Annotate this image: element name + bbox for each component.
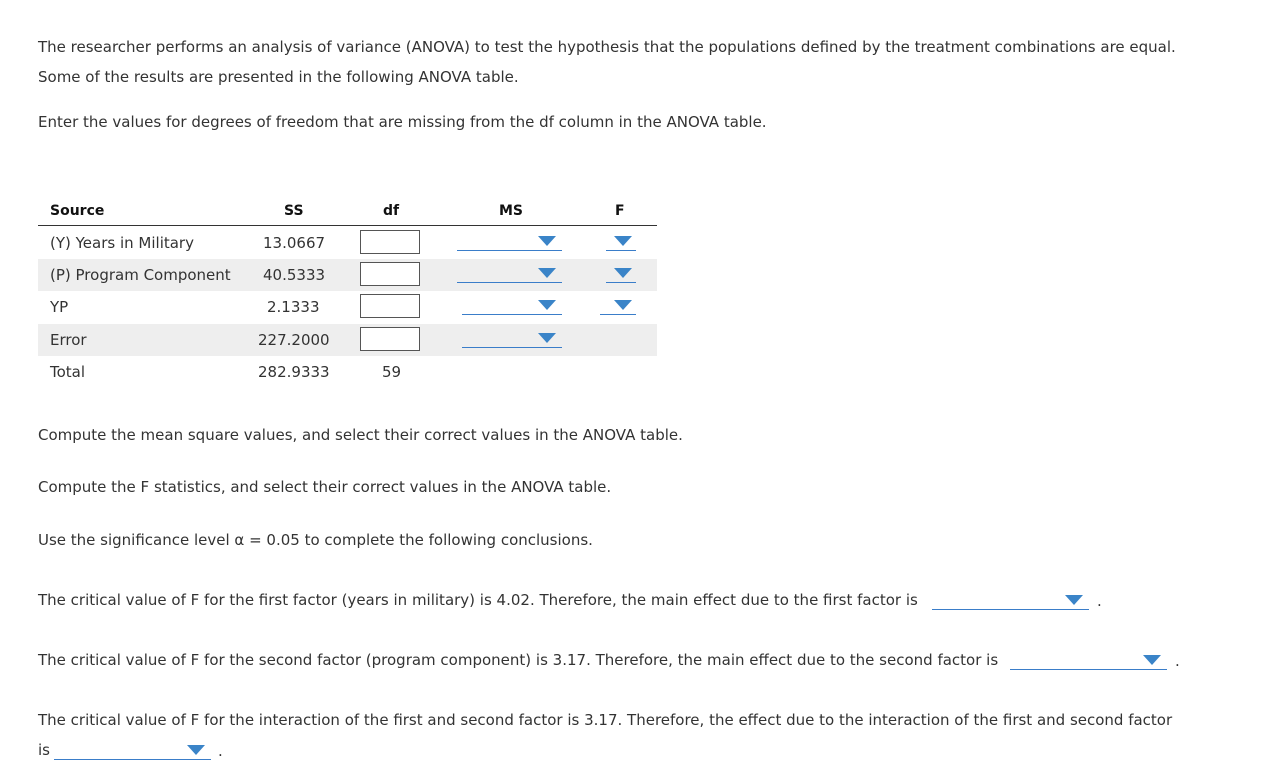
source-label: Error: [50, 331, 87, 349]
df-input-interaction[interactable]: [360, 294, 420, 318]
conclusion-second-factor: The critical value of F for the second factor (program component) is 3.17. Therefore, the main effect due to the second factor is: [38, 651, 999, 669]
header-df: df: [383, 203, 400, 219]
table-row-error: [38, 324, 657, 356]
ms-dropdown-program[interactable]: [457, 260, 562, 283]
source-label: (P) Program Component: [50, 266, 231, 284]
source-label: Total: [50, 363, 86, 381]
header-f: F: [615, 203, 625, 219]
ms-dropdown-error[interactable]: [462, 325, 562, 348]
chevron-down-icon: [187, 745, 205, 755]
f-dropdown-interaction[interactable]: [600, 292, 636, 315]
f-dropdown-years[interactable]: [606, 228, 636, 251]
conclusion-first-factor: The critical value of F for the first factor (years in military) is 4.02. Therefore, the main effect due to the first factor is: [38, 591, 918, 609]
conclusion-interaction-line2: is: [38, 741, 50, 759]
conclusion-first-dropdown[interactable]: [932, 587, 1089, 610]
header-ss: SS: [284, 203, 304, 219]
chevron-down-icon: [538, 300, 556, 310]
f-step-text: Compute the F statistics, and select their correct values in the ANOVA table.: [38, 478, 612, 496]
alpha-text: Use the significance level α = 0.05 to complete the following conclusions.: [38, 531, 593, 549]
conclusion-interaction-dropdown[interactable]: [54, 737, 211, 760]
chevron-down-icon: [614, 268, 632, 278]
ss-value: 282.9333: [258, 363, 330, 381]
df-input-years[interactable]: [360, 230, 420, 254]
conclusion-interaction-line1: The critical value of F for the interaction of the first and second factor is 3.17. Therefore, the effect due to the interaction of the first and second factor: [38, 711, 1173, 729]
ms-dropdown-interaction[interactable]: [462, 292, 562, 315]
period: .: [1097, 592, 1102, 610]
ss-value: 227.2000: [258, 331, 330, 349]
f-dropdown-program[interactable]: [606, 260, 636, 283]
instruction-text: Enter the values for degrees of freedom that are missing from the df column in the ANOVA table.: [38, 113, 767, 131]
ss-value: 13.0667: [263, 234, 326, 252]
chevron-down-icon: [538, 236, 556, 246]
source-label: YP: [50, 298, 69, 316]
source-label: (Y) Years in Military: [50, 234, 194, 252]
ms-step-text: Compute the mean square values, and select their correct values in the ANOVA table.: [38, 426, 683, 444]
intro-text-line2: Some of the results are presented in the following ANOVA table.: [38, 68, 519, 86]
chevron-down-icon: [538, 333, 556, 343]
table-row-years: [38, 227, 657, 259]
chevron-down-icon: [538, 268, 556, 278]
period: .: [1175, 652, 1180, 670]
conclusion-second-dropdown[interactable]: [1010, 647, 1167, 670]
df-input-program[interactable]: [360, 262, 420, 286]
ms-dropdown-years[interactable]: [457, 228, 562, 251]
ss-value: 2.1333: [267, 298, 320, 316]
chevron-down-icon: [1143, 655, 1161, 665]
header-ms: MS: [499, 203, 524, 219]
chevron-down-icon: [614, 236, 632, 246]
table-row-program: [38, 259, 657, 291]
df-input-error[interactable]: [360, 327, 420, 351]
df-value-total: 59: [382, 363, 402, 381]
table-header: [38, 200, 657, 226]
header-source: Source: [50, 203, 105, 219]
intro-text-line1: The researcher performs an analysis of variance (ANOVA) to test the hypothesis that the populations defined by the treatment combinations are equal.: [38, 38, 1176, 56]
table-row-total: [38, 356, 657, 388]
chevron-down-icon: [614, 300, 632, 310]
table-row-interaction: [38, 291, 657, 323]
ss-value: 40.5333: [263, 266, 326, 284]
period: .: [218, 742, 223, 760]
chevron-down-icon: [1065, 595, 1083, 605]
